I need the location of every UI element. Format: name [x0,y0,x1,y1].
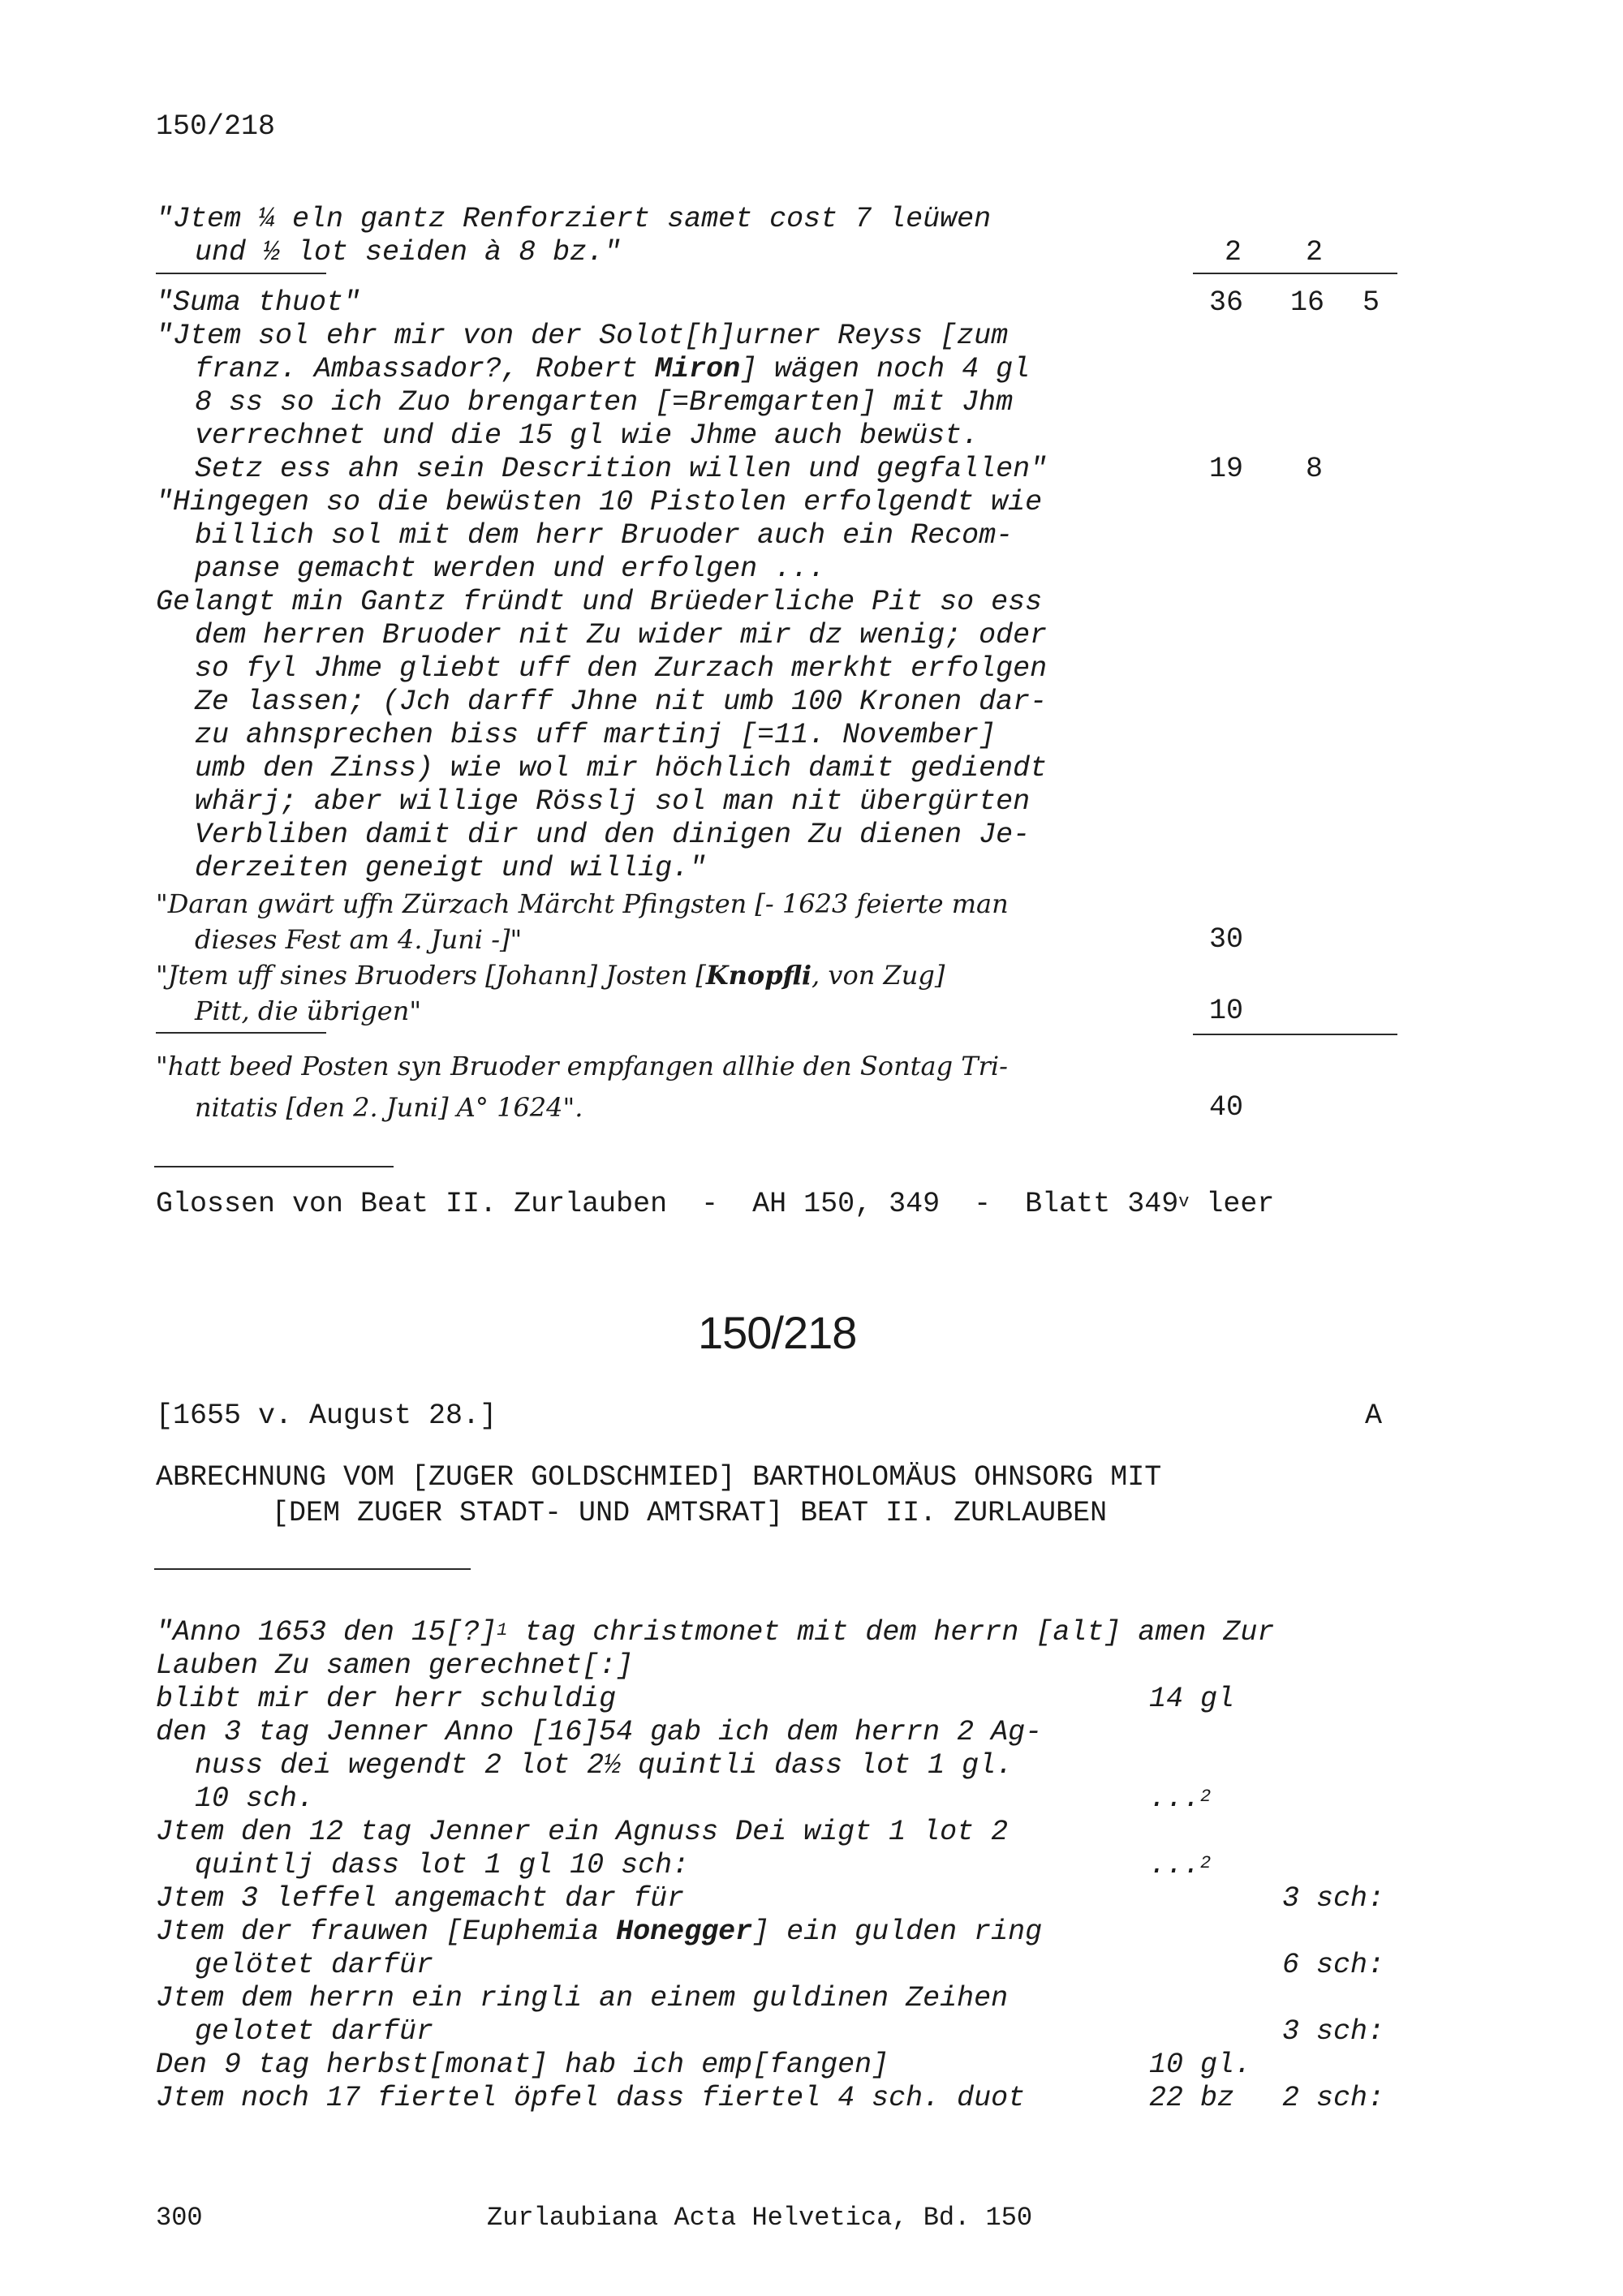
paragraph-line: whärj; aber willige Rösslj sol man nit übergürten [195,785,1031,818]
entry-line: Jtem der frauwen [Euphemia Honegger] ein gulden ring [156,1915,1043,1948]
amount-gl: ...$^2$ [1149,1782,1212,1815]
entry-line: blibt mir der herr schuldig [156,1683,617,1715]
divider [156,273,326,274]
paragraph-line: derzeiten geneigt und willig." [195,852,707,884]
paragraph-line: panse gemacht werden und erfolgen ... [195,553,826,585]
entry-line: 8 ss so ich Zuo brengarten [=Bremgarten] mit Jhm [195,386,1014,419]
amount: 36 [1209,286,1244,319]
entry-line: 10 sch. [195,1782,315,1815]
amount-sch: 3 sch: [1282,1882,1385,1915]
gloss-line: "Daran gwärt uffn Zürzach Märcht Pfingsten [- 1623 feierte man [156,888,1009,919]
paragraph-line: billich sol mit dem herr Bruoder auch ein Recom- [195,519,1014,552]
entry-line: quintlj dass lot 1 gl 10 sch: [195,1849,690,1881]
entry-line: den 3 tag Jenner Anno [16]54 gab ich dem herrn 2 Ag- [156,1716,1043,1748]
paragraph-line: Gelangt min Gantz fründt und Brüederliche Pit so ess [156,586,1043,618]
divider [156,1032,326,1034]
footnote-rule [154,1166,394,1167]
document-number: 150/218 [698,1307,857,1358]
amount-gl: 22 bz [1149,2082,1235,2114]
entry-line: Setz ess ahn sein Descrition willen und gegfallen" [195,453,1048,485]
entry-line: Jtem 3 leffel angemacht dar für [156,1882,685,1915]
title-rule [154,1568,471,1570]
document-title: [DEM ZUGER STADT- UND AMTSRAT] BEAT II. ZURLAUBEN [272,1497,1108,1529]
amount-gl: 14 gl [1149,1683,1235,1715]
paragraph-line: umb den Zinss) wie wol mir höchlich damit gediendt [195,752,1048,785]
entry-line: nuss dei wegendt 2 lot 2½ quintli dass lot 1 gl. [195,1749,1014,1782]
entry-line: gelötet darfür [195,1949,434,1981]
amount-gl: 10 gl. [1149,2049,1252,2081]
paragraph-line: dem herren Bruoder nit Zu wider mir dz wenig; oder [195,619,1048,651]
amount: 19 [1209,453,1244,485]
amount-gl: ...$^2$ [1149,1849,1212,1881]
gloss-line: nitatis [den 2. Juni] A° 1624". [195,1092,583,1123]
entry-line: Den 9 tag herbst[monat] hab ich emp[fangen] [156,2049,889,2081]
gloss-attribution: Glossen von Beat II. Zurlauben - AH 150, 349 - Blatt 349$^v$ leer [156,1188,1275,1220]
paragraph-line: zu ahnsprechen biss uff martinj [=11. November] [195,719,997,751]
entry-line: und ½ lot seiden à 8 bz." [195,236,622,269]
amount: 5 [1362,286,1380,319]
paragraph-line: "Hingegen so die bewüsten 10 Pistolen erfolgendt wie [156,486,1043,518]
document-marker: A [1365,1400,1383,1432]
sum-label: "Suma thuot" [156,286,361,319]
name-honegger: Honegger [616,1915,753,1948]
entry-line: "Jtem ¼ eln gantz Renforziert samet cost 7 leüwen [156,203,992,235]
amount: 8 [1305,453,1323,485]
entry-line: verrechnet und die 15 gl wie Jhme auch bewüst. [195,419,979,452]
publication-title: Zurlaubiana Acta Helvetica, Bd. 150 [487,2203,1033,2233]
amount: 2 [1224,236,1242,269]
gloss-line: "hatt beed Posten syn Bruoder empfangen allhie den Sontag Tri- [156,1051,1008,1081]
entry-line: gelotet darfür [195,2015,434,2048]
amount: 40 [1209,1091,1244,1124]
entry-line: "Jtem sol ehr mir von der Solot[h]urner Reyss [zum [156,320,1009,352]
name-knopfli: Knopfli [705,960,812,991]
amount-sch: 6 sch: [1282,1949,1385,1981]
paragraph-line: Ze lassen; (Jch darff Jhne nit umb 100 Kronen dar- [195,686,1048,718]
document-title: ABRECHNUNG VOM [ZUGER GOLDSCHMIED] BARTHOLOMÄUS OHNSORG MIT [156,1461,1162,1494]
gloss-line: dieses Fest am 4. Juni -]" [195,924,523,955]
entry-line: "Anno 1653 den 15[?]$^1$ tag christmonet mit dem herrn [alt] amen Zur [156,1616,1275,1649]
paragraph-line: Verbliben damit dir und den dinigen Zu dienen Je- [195,819,1031,851]
document-date: [1655 v. August 28.] [156,1400,497,1432]
gloss-line: Pitt, die übrigen" [195,995,422,1026]
amount-sch: 2 sch: [1282,2082,1385,2114]
entry-line: Jtem den 12 tag Jenner ein Agnuss Dei wigt 1 lot 2 [156,1816,1009,1848]
name-miron: Miron [655,353,741,385]
entry-line: Lauben Zu samen gerechnet[:] [156,1649,634,1682]
entry-line: Jtem noch 17 fiertel öpfel dass fiertel 4 sch. duot [156,2082,1026,2114]
gloss-line: "Jtem uff sines Bruoders [Johann] Josten [Knopfli, von Zug] [156,960,945,991]
amount: 10 [1209,995,1244,1027]
amount: 30 [1209,923,1244,956]
entry-line: Jtem dem herrn ein ringli an einem guldinen Zeihen [156,1982,1009,2014]
running-title: 150/218 [156,110,276,143]
paragraph-line: so fyl Jhme gliebt uff den Zurzach merkht erfolgen [195,652,1048,685]
amount: 16 [1290,286,1325,319]
amount: 2 [1305,236,1323,269]
sum-rule [1193,1034,1397,1035]
amount-sch: 3 sch: [1282,2015,1385,2048]
entry-line: franz. Ambassador?, Robert Miron] wägen noch 4 gl [195,353,1031,385]
page-number: 300 [156,2203,203,2233]
sum-rule [1193,273,1397,274]
